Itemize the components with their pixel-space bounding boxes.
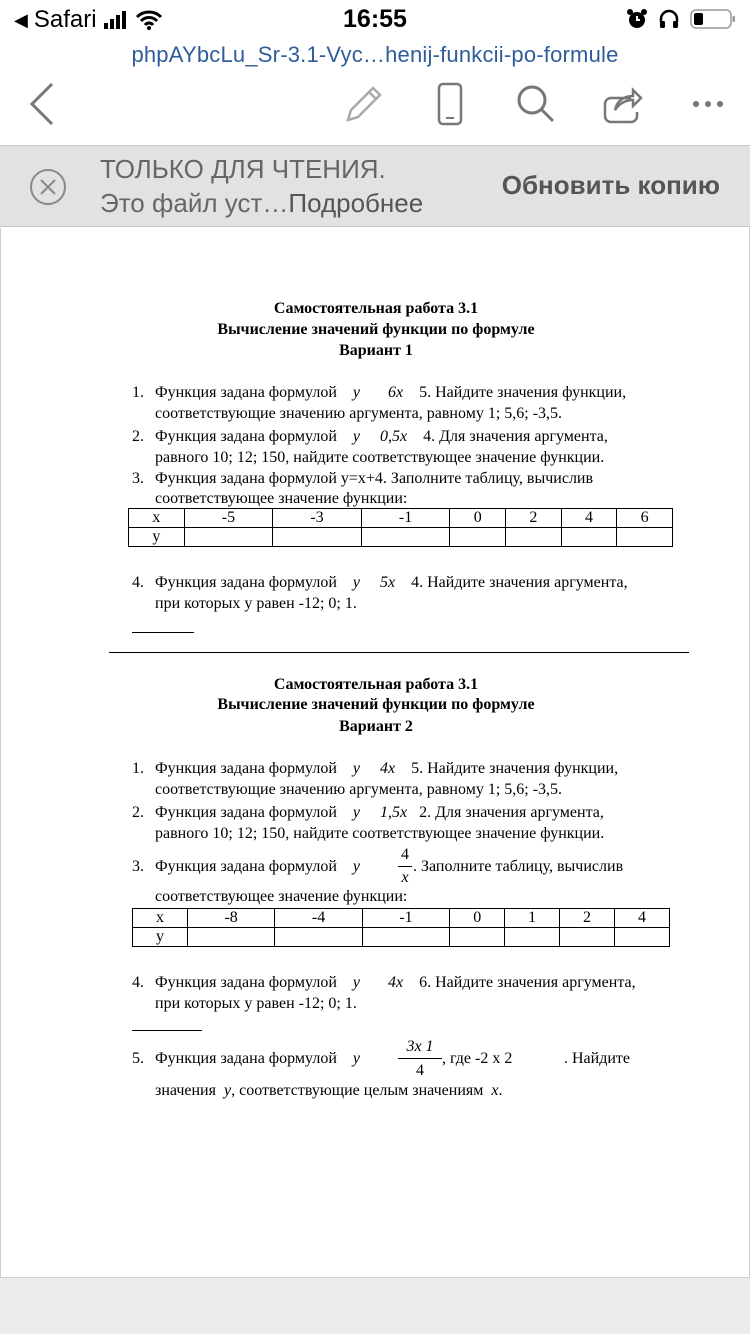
status-right <box>626 8 736 30</box>
v1-task-2: 2. Функция задана формулой y 0,5x 4. Для значения аргумента, равного 10; 12; 150, найдите соответствующее значение функции. <box>132 428 608 466</box>
carrier-label: Safari <box>33 6 97 33</box>
battery-icon <box>690 8 736 30</box>
variant1-variant: Вариант 1 <box>339 342 413 359</box>
v2-task-1: 1. Функция задана формулой y 4x 5. Найдите значения функции, соответствующие значению аргумента, равному 1; 5,6; -3,5. <box>132 760 619 798</box>
back-triangle-icon: ◀ <box>14 9 28 30</box>
v2-task-2: 2. Функция задана формулой y 1,5x 2. Для значения аргумента, равного 10; 12; 150, найдите соответствующее значение функции. <box>132 804 605 842</box>
share-icon <box>601 84 643 124</box>
status-bar <box>0 0 750 40</box>
variant1-subtitle: Вычисление значений функции по формуле <box>217 321 535 338</box>
banner-text <box>100 152 423 220</box>
document-url[interactable]: phpAYbcLu_Sr-3.1-Vyc…henij-funkcii-po-formule <box>131 42 619 67</box>
v2-task-3: 3. Функция задана формулой y 4 x . Заполните таблицу, вычислив соответствующее значение функции: <box>132 846 624 905</box>
answer-blank-line <box>132 1030 202 1031</box>
back-button[interactable] <box>14 76 70 132</box>
v1-value-table <box>128 508 673 547</box>
v1-task-3: 3. Функция задана формулой y=x+4. Заполните таблицу, вычислив соответствующее значение функции: <box>132 470 594 507</box>
headphones-icon <box>658 8 680 30</box>
fraction-bar <box>398 1058 442 1059</box>
learn-more-link[interactable]: Подробнее <box>288 188 424 218</box>
table-row: y <box>133 928 670 947</box>
variant2-subtitle: Вычисление значений функции по формуле <box>217 696 535 713</box>
banner-close-button[interactable] <box>29 168 67 206</box>
variant-separator <box>109 652 689 653</box>
table-row: x -8 -4 -1 0 1 2 4 <box>133 909 670 928</box>
fraction-numerator: 3x 1 <box>406 1038 434 1055</box>
document-page <box>0 228 750 1278</box>
chevron-left-icon <box>28 82 56 126</box>
pencil-icon <box>342 82 386 126</box>
fraction-numerator: 4 <box>401 846 409 863</box>
table-row: y <box>129 528 673 547</box>
banner-subtitle: Это файл уст… <box>100 188 289 218</box>
status-time: 16:55 <box>343 5 407 33</box>
variant2-title: Самостоятельная работа 3.1 <box>273 676 479 693</box>
answer-blank-line <box>132 632 194 633</box>
v2-task-4: 4. Функция задана формулой y 4x 6. Найдите значения аргумента, при которых y равен -12; 0; 1. <box>132 974 636 1012</box>
close-circle-icon <box>29 168 67 206</box>
more-button[interactable] <box>680 76 736 132</box>
banner-title: ТОЛЬКО ДЛЯ ЧТЕНИЯ. <box>100 154 386 184</box>
search-icon <box>516 84 556 124</box>
update-copy-button[interactable]: Обновить копию <box>501 170 720 200</box>
fraction-denominator: x <box>401 869 409 886</box>
v2-task-5: 5. Функция задана формулой y 3x 1 4 , где -2 x 2 . Найдите значения y, соответствующие целым значениям x. <box>132 1038 631 1099</box>
read-only-banner <box>0 145 750 227</box>
search-button[interactable] <box>508 76 564 132</box>
share-button[interactable] <box>594 76 650 132</box>
alarm-icon <box>626 8 648 30</box>
table-row: x -5 -3 -1 0 2 4 6 <box>129 509 673 528</box>
v2-value-table <box>132 908 670 947</box>
variant1-title: Самостоятельная работа 3.1 <box>273 300 479 317</box>
variant2-variant: Вариант 2 <box>339 718 413 735</box>
v1-task-4: 4. Функция задана формулой y 5x 4. Найдите значения аргумента, при которых y равен -12; 0; 1. <box>132 574 628 612</box>
more-dots-icon <box>691 99 725 109</box>
phone-icon <box>436 82 464 126</box>
device-button[interactable] <box>422 76 478 132</box>
v1-task-1: 1. Функция задана формулой y 6x 5. Найдите значения функции, соответствующие значению аргумента, равному 1; 5,6; -3,5. <box>132 384 627 422</box>
edit-button[interactable] <box>336 76 392 132</box>
fraction-denominator: 4 <box>416 1062 424 1079</box>
bottom-gray-area <box>0 1278 750 1334</box>
browser-toolbar <box>0 76 750 136</box>
